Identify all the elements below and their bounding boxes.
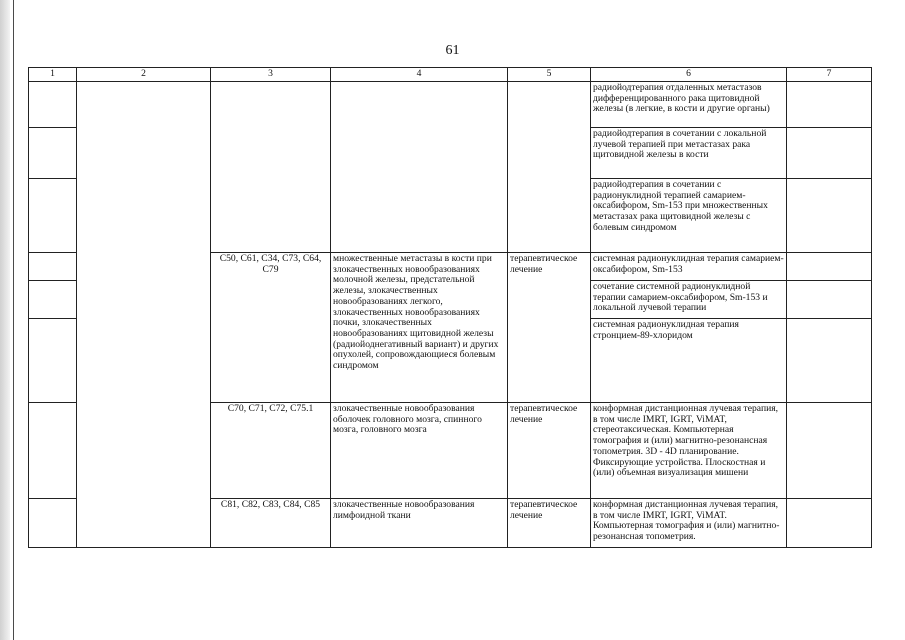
cell-diagnosis: злокачественные новообразования оболочек головного мозга, спинного мозга, головного мозга bbox=[331, 403, 508, 499]
cell-col1 bbox=[29, 319, 77, 403]
column-header-6: 6 bbox=[591, 68, 787, 82]
cell-icd-codes: C70, C71, C72, C75.1 bbox=[211, 403, 331, 499]
cell-icd-codes: C81, C82, C83, C84, C85 bbox=[211, 499, 331, 548]
cell-treatment-method: радиойодтерапия отдаленных метастазов дифференцированного рака щитовидной железы (в легкие, в кости и другие органы) bbox=[591, 82, 787, 128]
cell-col5 bbox=[508, 82, 591, 253]
cell-col1 bbox=[29, 253, 77, 281]
scan-edge-shadow bbox=[0, 0, 10, 640]
column-header-2: 2 bbox=[77, 68, 211, 82]
cell-treatment-type: терапевтическое лечение bbox=[508, 499, 591, 548]
column-header-5: 5 bbox=[508, 68, 591, 82]
cell-col7 bbox=[787, 179, 872, 253]
cell-treatment-method: радиойодтерапия в сочетании с локальной лучевой терапией при метастазах рака щитовидной железы в кости bbox=[591, 128, 787, 179]
cell-col7 bbox=[787, 403, 872, 499]
cell-icd-codes: C50, C61, C34, C73, C64, C79 bbox=[211, 253, 331, 403]
cell-diagnosis: злокачественные новообразования лимфоидной ткани bbox=[331, 499, 508, 548]
cell-col7 bbox=[787, 82, 872, 128]
cell-diagnosis: множественные метастазы в кости при злокачественных новообразованиях молочной железы, предстательной железы, злокачественных новообразованиях легкого, злокачественных новообразованиях почки, злокачественных новообразованиях щитовидной железы (радиойоднегативный вариант) и других опухолей, сопровождающиеся болевым синдромом bbox=[331, 253, 508, 403]
column-header-1: 1 bbox=[29, 68, 77, 82]
cell-col1 bbox=[29, 499, 77, 548]
column-header-3: 3 bbox=[211, 68, 331, 82]
document-table bbox=[28, 67, 872, 548]
cell-col1 bbox=[29, 128, 77, 179]
column-header-4: 4 bbox=[331, 68, 508, 82]
column-header-7: 7 bbox=[787, 68, 872, 82]
cell-col4 bbox=[331, 82, 508, 253]
cell-col7 bbox=[787, 281, 872, 319]
cell-treatment-method: конформная дистанционная лучевая терапия, в том числе IMRT, IGRT, ViMAT. Компьютерная томография и (или) магнитно-резонансная топометрия. bbox=[591, 499, 787, 548]
cell-treatment-type: терапевтическое лечение bbox=[508, 253, 591, 403]
cell-treatment-method: сочетание системной радионуклидной терапии самарием-оксабифором, Sm-153 и локальной лучевой терапии bbox=[591, 281, 787, 319]
cell-col7 bbox=[787, 319, 872, 403]
header-row bbox=[29, 68, 872, 82]
cell-col2 bbox=[77, 82, 211, 548]
cell-treatment-type: терапевтическое лечение bbox=[508, 403, 591, 499]
cell-col1 bbox=[29, 281, 77, 319]
table-row bbox=[29, 82, 872, 128]
margin-rule bbox=[13, 0, 14, 640]
cell-treatment-method: конформная дистанционная лучевая терапия, в том числе IMRT, IGRT, ViMAT, стереотаксическая. Компьютерная томография и (или) магнитно-резонансная топометрия. 3D - 4D планирование. Фиксирующие устройства. Плоскостная и (или) объемная визуализация мишени bbox=[591, 403, 787, 499]
cell-treatment-method: системная радионуклидная терапия стронцием-89-хлоридом bbox=[591, 319, 787, 403]
cell-treatment-method: системная радионуклидная терапия самарием-оксабифором, Sm-153 bbox=[591, 253, 787, 281]
cell-col1 bbox=[29, 179, 77, 253]
cell-col7 bbox=[787, 499, 872, 548]
cell-col1 bbox=[29, 403, 77, 499]
cell-col7 bbox=[787, 128, 872, 179]
cell-col3 bbox=[211, 82, 331, 253]
cell-col1 bbox=[29, 82, 77, 128]
cell-col7 bbox=[787, 253, 872, 281]
page-number: 61 bbox=[445, 43, 460, 58]
cell-treatment-method: радиойодтерапия в сочетании с радионуклидной терапией самарием-оксабифором, Sm-153 при множественных метастазах рака щитовидной железы с болевым синдромом bbox=[591, 179, 787, 253]
